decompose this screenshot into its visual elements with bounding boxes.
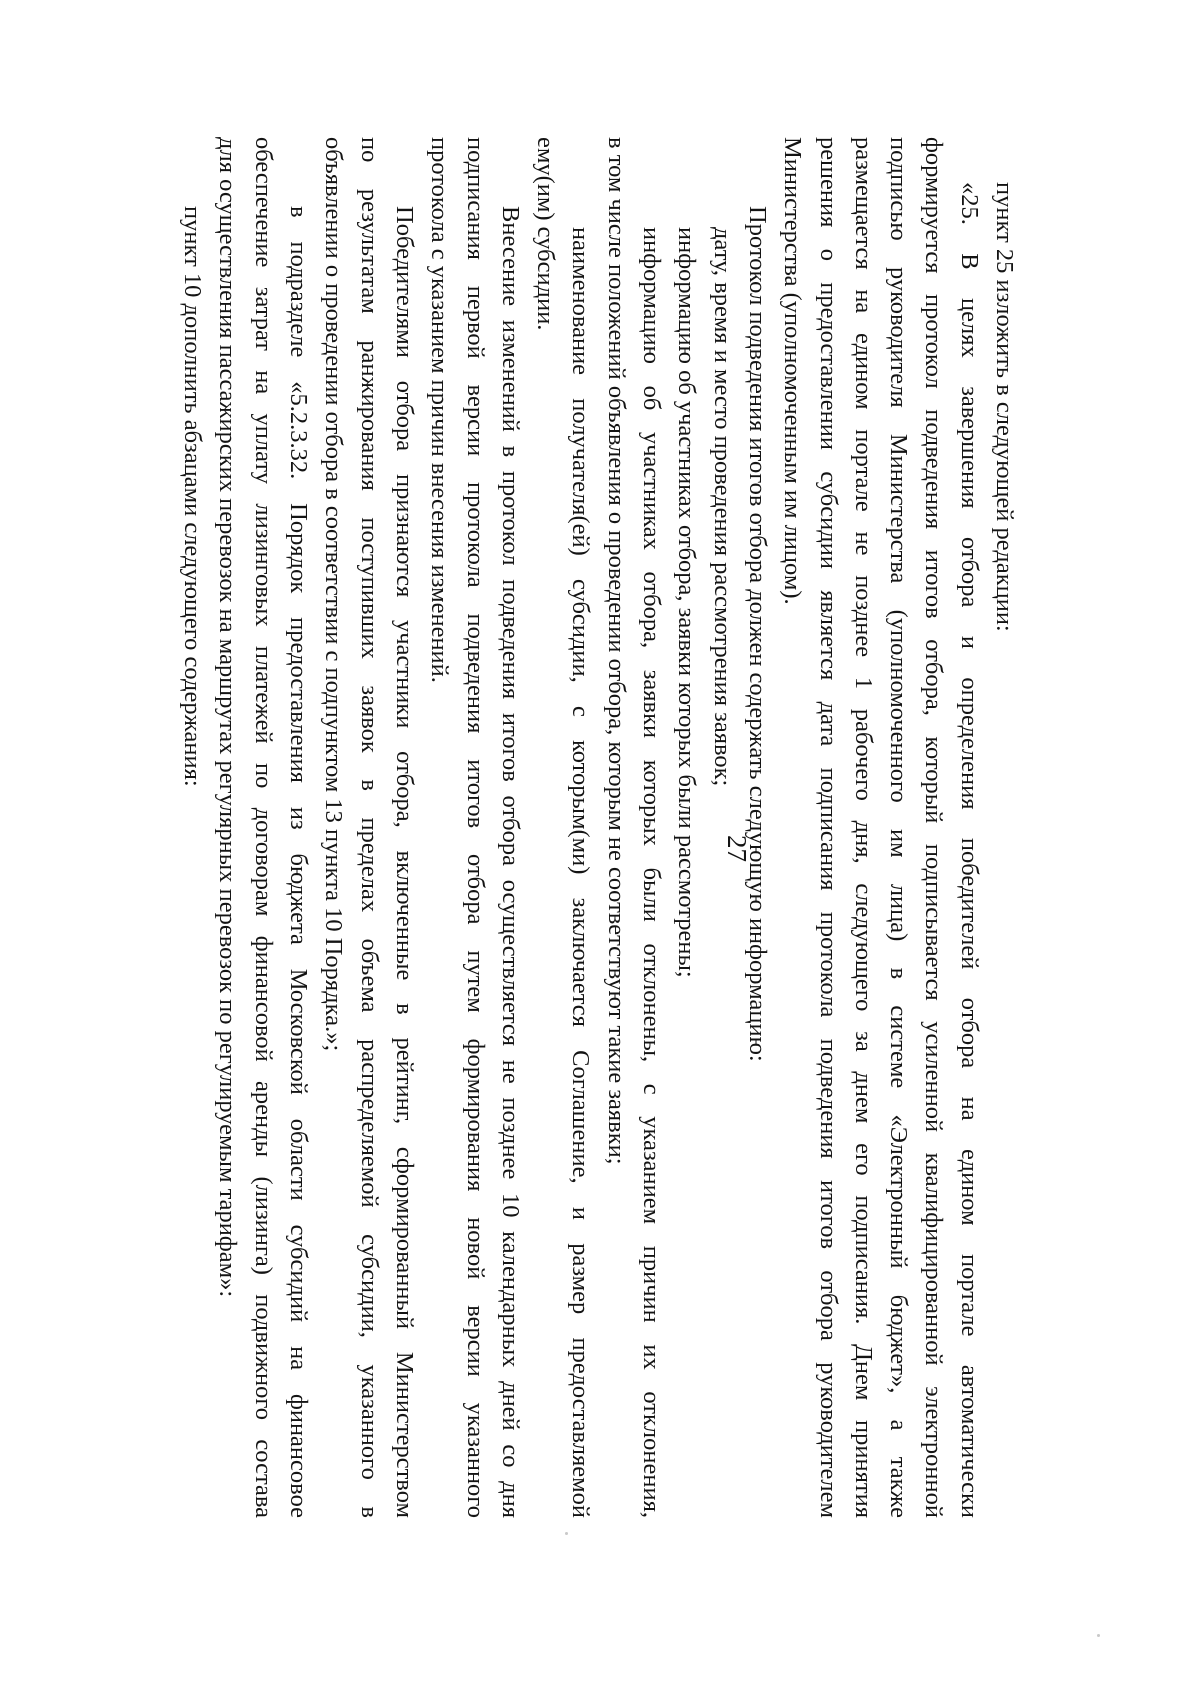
text-line: объявлении о проведении отбора в соответствии с подпунктом 13 пункта 10 Порядка.»;: [320, 137, 348, 1052]
text-line: для осуществления пассажирских перевозок на маршрутах регулярных перевозок по регулируемым тарифам»:: [214, 137, 242, 1298]
text-line: размещается на едином портале не позднее 1 рабочего дня, следующего за днем его подписания. Днем принятия: [849, 137, 877, 1518]
text-line: пункт 10 дополнить абзацами следующего содержания:: [179, 206, 207, 787]
text-line: пункт 25 изложить в следующей редакции:: [991, 182, 1018, 632]
text-line: информацию об участниках отбора, заявки которых были рассмотрены;: [673, 227, 701, 978]
text-line: наименование получателя(ей) субсидии, с которым(ми) заключается Соглашение, и размер предоставляемой: [567, 227, 595, 1518]
text-line: решения о предоставлении субсидии является дата подписания протокола подведения итогов отбора руководителем: [814, 137, 842, 1518]
text-line: Протокол подведения итогов отбора должен содержать следующую информацию:: [743, 206, 771, 1062]
text-line: дату, время и место проведения рассмотрения заявок;: [708, 227, 736, 787]
text-line: подписания первой версии протокола подведения итогов отбора путем формирования новой версии указанного: [461, 137, 489, 1518]
text-line: ему(им) субсидии.: [532, 137, 560, 331]
text-line: протокола с указанием причин внесения изменений.: [426, 137, 454, 683]
text-line: формируется протокол подведения итогов отбора, который подписывается усиленной квалифицированной электронной: [920, 137, 948, 1518]
text-line: по результатам ранжирования поступивших заявок в пределах объема распределяемой субсидии, указанного в: [355, 137, 383, 1518]
text-line: «25. В целях завершения отбора и определения победителей отбора на едином портале автоматически: [955, 182, 983, 1518]
text-line: в подразделе «5.2.3.32. Порядок предоставления из бюджета Московской области субсидий на финансовое: [285, 206, 313, 1518]
text-line: Внесение изменений в протокол подведения итогов отбора осуществляется не позднее 10 календарных дней со дня: [496, 206, 524, 1518]
body-text: [175, 137, 1022, 1518]
text-line: обеспечение затрат на уплату лизинговых платежей по договорам финансовой аренды (лизинга) подвижного состава: [249, 137, 277, 1518]
page-number: 27: [722, 835, 752, 862]
scan-speck: [565, 1532, 568, 1535]
text-line: информацию об участниках отбора, заявки которых были отклонены, с указанием причин их отклонения,: [638, 227, 666, 1518]
scan-speck: [1097, 1634, 1100, 1637]
text-line: в том числе положений объявления о проведении отбора, которым не соответствуют такие заявки;: [602, 137, 630, 1165]
text-line: подписью руководителя Министерства (уполномоченного им лица) в системе «Электронный бюджет», а также: [885, 137, 913, 1518]
text-line: Победителями отбора признаются участники отбора, включенные в рейтинг, сформированный Министерством: [390, 206, 418, 1518]
text-line: Министерства (уполномоченным им лицом).: [779, 137, 807, 605]
